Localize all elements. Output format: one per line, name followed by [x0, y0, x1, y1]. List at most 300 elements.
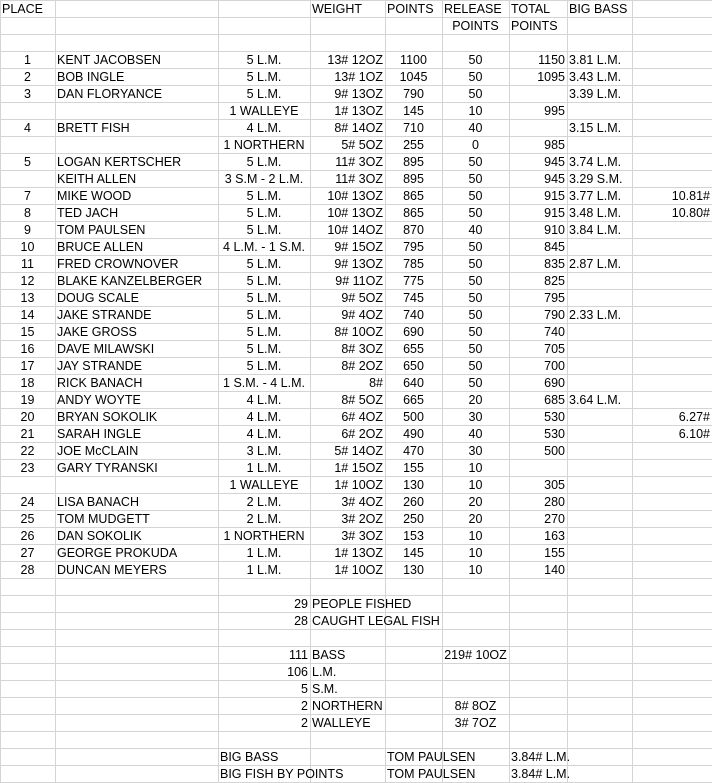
cell-angler-name: DUNCAN MEYERS [57, 563, 167, 577]
summary-weight: 8# 8OZ [454, 699, 497, 713]
cell-angler-name: LISA BANACH [57, 495, 139, 509]
cell-weight: 8# 2OZ [341, 359, 383, 373]
cell-release-points: 50 [468, 87, 483, 101]
summary-count: 111 [288, 648, 308, 662]
cell-catch: 1 WALLEYE [229, 104, 299, 118]
cell-total-points: 945 [544, 172, 565, 186]
cell-release-points: 10 [468, 461, 483, 475]
header-big-bass: BIG BASS [569, 2, 628, 16]
cell-catch: 4 L.M. [246, 410, 282, 424]
cell-weight: 5# 5OZ [341, 138, 383, 152]
award-value: 3.84# L.M. [511, 767, 571, 781]
cell-place: 18 [20, 376, 35, 390]
cell-total-points: 305 [544, 478, 565, 492]
cell-total-points: 1095 [537, 70, 565, 84]
cell-points: 470 [403, 444, 424, 458]
summary-label: L.M. [312, 665, 337, 679]
cell-big-fish-weight [632, 52, 712, 69]
cell-release-points: 50 [468, 325, 483, 339]
cell-big-bass: 3.29 S.M. [569, 172, 623, 186]
cell-place: 25 [20, 512, 35, 526]
cell-weight: 8# 5OZ [341, 393, 383, 407]
cell-place: 15 [20, 325, 35, 339]
cell-weight: 9# 5OZ [341, 291, 383, 305]
cell-weight: 10# 13OZ [327, 206, 383, 220]
summary-label: BASS [312, 648, 346, 662]
cell-points: 895 [403, 155, 424, 169]
cell-points: 255 [403, 138, 424, 152]
cell-angler-name: TOM PAULSEN [57, 223, 146, 237]
cell-big-bass [567, 290, 632, 307]
cell-weight: 1# 13OZ [334, 104, 383, 118]
cell-catch: 4 L.M. - 1 S.M. [223, 240, 305, 254]
cell-place [0, 171, 55, 188]
cell-place [0, 103, 55, 120]
cell-place: 11 [21, 257, 34, 271]
summary-count: 2 [301, 716, 308, 730]
cell-big-bass [567, 375, 632, 392]
cell-big-bass: 3.39 L.M. [569, 87, 622, 101]
cell-total-points: 795 [544, 291, 565, 305]
cell-angler-name [55, 137, 218, 154]
cell-angler-name: GEORGE PROKUDA [57, 546, 178, 560]
cell-weight: 11# 3OZ [335, 155, 383, 169]
award-winner: TOM PAULSEN [387, 767, 476, 781]
cell-catch: 5 L.M. [246, 291, 282, 305]
cell-weight: 10# 14OZ [327, 223, 383, 237]
summary-weight: 3# 7OZ [454, 716, 497, 730]
cell-release-points: 40 [468, 121, 483, 135]
cell-big-fish-weight [632, 137, 712, 154]
cell-angler-name: BRYAN SOKOLIK [57, 410, 158, 424]
cell-release-points: 0 [472, 138, 479, 152]
cell-big-bass [567, 443, 632, 460]
cell-total-points: 690 [544, 376, 565, 390]
cell-big-fish-weight [632, 120, 712, 137]
cell-points: 710 [403, 121, 424, 135]
cell-big-fish-weight [632, 494, 712, 511]
cell-big-bass: 3.74 L.M. [569, 155, 622, 169]
cell-total-points: 985 [544, 138, 565, 152]
cell-place: 22 [20, 444, 35, 458]
cell-catch: 1 NORTHERN [223, 529, 305, 543]
cell-big-bass [567, 341, 632, 358]
summary-label: CAUGHT LEGAL FISH [312, 614, 440, 628]
cell-points: 153 [403, 529, 424, 543]
cell-weight: 6# 2OZ [341, 427, 383, 441]
cell-big-bass [567, 103, 632, 120]
cell-release-points: 50 [468, 342, 483, 356]
cell-catch: 3 S.M - 2 L.M. [224, 172, 304, 186]
cell-total-points: 945 [544, 155, 565, 169]
cell-big-fish-weight [632, 545, 712, 562]
cell-catch: 5 L.M. [246, 206, 282, 220]
cell-total-points: 140 [544, 563, 565, 577]
cell-place: 5 [24, 155, 31, 169]
cell-big-fish-weight [632, 154, 712, 171]
cell-release-points: 20 [468, 393, 483, 407]
cell-big-fish-weight: 10.81# [671, 189, 710, 203]
cell-angler-name: BRUCE ALLEN [57, 240, 144, 254]
cell-points: 490 [403, 427, 424, 441]
cell-big-fish-weight [632, 171, 712, 188]
cell-weight: 1# 10OZ [334, 563, 383, 577]
cell-place: 19 [20, 393, 35, 407]
summary-label: S.M. [312, 682, 338, 696]
cell-big-bass [567, 426, 632, 443]
cell-points: 145 [403, 104, 424, 118]
cell-big-bass [567, 409, 632, 426]
award-value: 3.84# L.M. [511, 750, 571, 764]
cell-catch: 5 L.M. [246, 223, 282, 237]
cell-points: 865 [403, 189, 424, 203]
cell-points: 640 [403, 376, 424, 390]
cell-weight: 10# 13OZ [327, 189, 383, 203]
cell-place: 1 [24, 53, 31, 67]
cell-big-bass: 2.33 L.M. [569, 308, 622, 322]
cell-points: 745 [403, 291, 424, 305]
summary-label: NORTHERN [312, 699, 383, 713]
cell-points: 895 [403, 172, 424, 186]
cell-release-points: 50 [468, 257, 483, 271]
grid-row-line [0, 34, 712, 35]
cell-release-points: 30 [468, 444, 483, 458]
cell-weight: 13# 1OZ [334, 70, 383, 84]
cell-big-fish-weight [632, 358, 712, 375]
cell-points: 250 [403, 512, 424, 526]
cell-big-bass [567, 511, 632, 528]
cell-weight: 6# 4OZ [341, 410, 383, 424]
cell-catch: 4 L.M. [246, 393, 282, 407]
cell-big-bass [567, 324, 632, 341]
cell-total-points: 163 [544, 529, 565, 543]
cell-angler-name: FRED CROWNOVER [57, 257, 179, 271]
cell-big-fish-weight [632, 324, 712, 341]
cell-release-points: 50 [468, 155, 483, 169]
cell-release-points: 50 [468, 172, 483, 186]
cell-release-points: 50 [468, 291, 483, 305]
cell-release-points: 50 [468, 240, 483, 254]
cell-catch: 1 L.M. [246, 546, 282, 560]
cell-release-points: 50 [468, 376, 483, 390]
cell-angler-name: LOGAN KERTSCHER [57, 155, 182, 169]
cell-weight: 8# 14OZ [334, 121, 383, 135]
cell-release-points: 10 [468, 546, 483, 560]
cell-place: 20 [20, 410, 35, 424]
cell-total-points: 915 [544, 189, 565, 203]
cell-catch: 5 L.M. [246, 155, 282, 169]
cell-angler-name: DOUG SCALE [57, 291, 139, 305]
cell-angler-name: JOE McCLAIN [57, 444, 139, 458]
cell-release-points: 10 [468, 529, 483, 543]
header-total-points: POINTS [511, 19, 558, 33]
cell-catch: 5 L.M. [246, 342, 282, 356]
cell-big-bass [567, 137, 632, 154]
cell-release-points: 50 [468, 206, 483, 220]
cell-place: 14 [20, 308, 35, 322]
cell-total-points: 825 [544, 274, 565, 288]
cell-catch: 5 L.M. [246, 189, 282, 203]
cell-big-fish-weight: 6.10# [678, 427, 710, 441]
cell-release-points: 10 [468, 563, 483, 577]
cell-total-points: 915 [544, 206, 565, 220]
cell-release-points: 20 [468, 512, 483, 526]
cell-big-bass [567, 358, 632, 375]
cell-angler-name: BOB INGLE [57, 70, 125, 84]
cell-angler-name: GARY TYRANSKI [57, 461, 158, 475]
cell-release-points: 50 [468, 359, 483, 373]
cell-catch: 4 L.M. [246, 121, 282, 135]
cell-catch: 4 L.M. [246, 427, 282, 441]
cell-points: 785 [403, 257, 424, 271]
cell-total-points: 845 [544, 240, 565, 254]
cell-big-bass [567, 545, 632, 562]
cell-big-bass: 3.15 L.M. [569, 121, 622, 135]
cell-total-points: 280 [544, 495, 565, 509]
cell-release-points: 50 [468, 189, 483, 203]
cell-total-points [509, 120, 567, 137]
cell-weight: 3# 2OZ [341, 512, 383, 526]
cell-angler-name: DAVE MILAWSKI [57, 342, 155, 356]
header-points: POINTS [387, 2, 434, 16]
cell-big-fish-weight [632, 86, 712, 103]
cell-big-fish-weight [632, 511, 712, 528]
cell-angler-name: SARAH INGLE [57, 427, 142, 441]
cell-weight: 1# 15OZ [334, 461, 383, 475]
cell-angler-name: MIKE WOOD [57, 189, 132, 203]
cell-angler-name: JAY STRANDE [57, 359, 142, 373]
award-label: BIG BASS [220, 750, 279, 764]
cell-points: 870 [403, 223, 424, 237]
cell-place: 23 [20, 461, 35, 475]
cell-release-points: 10 [468, 478, 483, 492]
cell-catch: 5 L.M. [246, 53, 282, 67]
cell-release-points: 50 [468, 53, 483, 67]
cell-big-bass: 3.43 L.M. [569, 70, 622, 84]
cell-big-fish-weight [632, 375, 712, 392]
cell-big-fish-weight [632, 222, 712, 239]
cell-place: 26 [20, 529, 35, 543]
cell-big-bass [567, 528, 632, 545]
cell-big-fish-weight [632, 273, 712, 290]
cell-total-points: 740 [544, 325, 565, 339]
summary-label: PEOPLE FISHED [312, 597, 412, 611]
cell-points: 145 [403, 546, 424, 560]
cell-points: 790 [403, 87, 424, 101]
cell-total-points: 500 [544, 444, 565, 458]
cell-big-fish-weight [632, 103, 712, 120]
cell-total-points: 685 [544, 393, 565, 407]
cell-big-fish-weight [632, 256, 712, 273]
cell-big-fish-weight [632, 392, 712, 409]
cell-catch: 1 S.M. - 4 L.M. [223, 376, 305, 390]
cell-catch: 1 L.M. [246, 563, 282, 577]
award-winner: TOM PAULSEN [387, 750, 476, 764]
cell-total-points: 530 [544, 427, 565, 441]
cell-catch: 5 L.M. [246, 87, 282, 101]
cell-big-fish-weight [632, 341, 712, 358]
award-label: BIG FISH BY POINTS [220, 767, 344, 781]
cell-angler-name: TOM MUDGETT [57, 512, 150, 526]
cell-place: 28 [20, 563, 35, 577]
cell-big-bass: 3.81 L.M. [569, 53, 622, 67]
cell-big-fish-weight [632, 290, 712, 307]
cell-total-points: 1150 [538, 53, 565, 67]
cell-place: 21 [20, 427, 35, 441]
summary-count: 2 [301, 699, 308, 713]
cell-points: 500 [403, 410, 424, 424]
cell-points: 865 [403, 206, 424, 220]
cell-big-bass [567, 273, 632, 290]
summary-count: 5 [301, 682, 308, 696]
cell-angler-name: JAKE STRANDE [57, 308, 152, 322]
cell-catch: 2 L.M. [246, 495, 282, 509]
cell-weight: 9# 15OZ [334, 240, 383, 254]
header-weight: WEIGHT [312, 2, 362, 16]
cell-catch: 1 NORTHERN [223, 138, 305, 152]
cell-big-bass: 3.84 L.M. [569, 223, 622, 237]
cell-release-points: 50 [468, 70, 483, 84]
cell-points: 690 [403, 325, 424, 339]
cell-release-points: 10 [468, 104, 483, 118]
cell-total-points: 530 [544, 410, 565, 424]
cell-angler-name: TED JACH [57, 206, 119, 220]
cell-big-fish-weight [632, 239, 712, 256]
cell-place: 13 [20, 291, 35, 305]
cell-catch: 5 L.M. [246, 70, 282, 84]
cell-big-fish-weight [632, 562, 712, 579]
header-release-points: POINTS [452, 19, 499, 33]
cell-big-bass [567, 460, 632, 477]
cell-total-points: 705 [544, 342, 565, 356]
cell-points: 775 [403, 274, 424, 288]
cell-catch: 1 WALLEYE [229, 478, 299, 492]
cell-weight: 3# 3OZ [341, 529, 383, 543]
cell-total-points: 835 [544, 257, 565, 271]
cell-weight: 8# 3OZ [341, 342, 383, 356]
cell-points: 655 [403, 342, 424, 356]
cell-total-points: 790 [544, 308, 565, 322]
cell-angler-name: RICK BANACH [57, 376, 143, 390]
cell-points: 795 [403, 240, 424, 254]
cell-big-fish-weight [632, 528, 712, 545]
cell-catch: 5 L.M. [246, 257, 282, 271]
cell-total-points: 270 [544, 512, 565, 526]
cell-angler-name: BLAKE KANZELBERGER [57, 274, 203, 288]
cell-total-points: 700 [544, 359, 565, 373]
cell-big-fish-weight: 10.80# [671, 206, 710, 220]
cell-catch: 5 L.M. [246, 274, 282, 288]
cell-points: 155 [403, 461, 424, 475]
summary-count: 29 [294, 597, 308, 611]
cell-weight: 1# 10OZ [334, 478, 383, 492]
cell-big-fish-weight [632, 460, 712, 477]
cell-big-bass [567, 562, 632, 579]
cell-total-points: 910 [544, 223, 565, 237]
cell-total-points [509, 460, 567, 477]
cell-big-fish-weight [632, 307, 712, 324]
cell-place: 2 [24, 70, 31, 84]
cell-place: 24 [20, 495, 35, 509]
cell-big-fish-weight: 6.27# [678, 410, 710, 424]
cell-place: 16 [20, 342, 35, 356]
cell-weight: 1# 13OZ [334, 546, 383, 560]
cell-big-fish-weight [632, 69, 712, 86]
cell-place: 7 [24, 189, 31, 203]
cell-catch: 5 L.M. [246, 359, 282, 373]
cell-angler-name: ANDY WOYTE [57, 393, 141, 407]
cell-points: 665 [403, 393, 424, 407]
cell-weight: 9# 11OZ [335, 274, 383, 288]
cell-total-points [509, 86, 567, 103]
cell-place: 4 [24, 121, 31, 135]
cell-catch: 3 L.M. [246, 444, 282, 458]
cell-catch: 1 L.M. [246, 461, 282, 475]
cell-big-fish-weight [632, 477, 712, 494]
cell-weight: 5# 14OZ [334, 444, 383, 458]
cell-place: 12 [20, 274, 35, 288]
cell-points: 1100 [400, 53, 427, 67]
cell-catch: 5 L.M. [246, 308, 282, 322]
cell-angler-name: KEITH ALLEN [57, 172, 137, 186]
cell-points: 130 [403, 563, 424, 577]
cell-big-bass [567, 239, 632, 256]
cell-angler-name: DAN FLORYANCE [57, 87, 163, 101]
header-place: PLACE [2, 2, 43, 16]
cell-angler-name: KENT JACOBSEN [57, 53, 161, 67]
cell-release-points: 40 [468, 223, 483, 237]
cell-big-bass: 2.87 L.M. [569, 257, 622, 271]
cell-release-points: 20 [468, 495, 483, 509]
cell-big-bass: 3.48 L.M. [569, 206, 622, 220]
cell-weight: 13# 12OZ [327, 53, 383, 67]
cell-angler-name [55, 103, 218, 120]
cell-angler-name: DAN SOKOLIK [57, 529, 142, 543]
cell-place: 8 [24, 206, 31, 220]
summary-weight: 219# 10OZ [444, 648, 507, 662]
cell-place: 3 [24, 87, 31, 101]
cell-weight: 9# 4OZ [341, 308, 383, 322]
cell-place [0, 477, 55, 494]
summary-count: 106 [287, 665, 308, 679]
cell-catch: 5 L.M. [246, 325, 282, 339]
cell-points: 650 [403, 359, 424, 373]
cell-place [0, 137, 55, 154]
cell-catch: 2 L.M. [246, 512, 282, 526]
cell-points: 130 [403, 478, 424, 492]
cell-place: 10 [20, 240, 35, 254]
summary-label: WALLEYE [312, 716, 371, 730]
cell-points: 260 [403, 495, 424, 509]
cell-big-bass [567, 477, 632, 494]
cell-weight: 8# [369, 376, 383, 390]
cell-release-points: 30 [468, 410, 483, 424]
cell-release-points: 40 [468, 427, 483, 441]
cell-place: 9 [24, 223, 31, 237]
cell-place: 17 [20, 359, 35, 373]
cell-big-bass: 3.64 L.M. [569, 393, 622, 407]
cell-points: 740 [403, 308, 424, 322]
cell-place: 27 [20, 546, 35, 560]
cell-big-bass [567, 494, 632, 511]
cell-release-points: 50 [468, 308, 483, 322]
cell-big-bass: 3.77 L.M. [569, 189, 622, 203]
cell-weight: 8# 10OZ [334, 325, 383, 339]
header-total: TOTAL [511, 2, 551, 16]
cell-total-points: 155 [544, 546, 565, 560]
header-release: RELEASE [444, 2, 502, 16]
summary-count: 28 [294, 614, 308, 628]
